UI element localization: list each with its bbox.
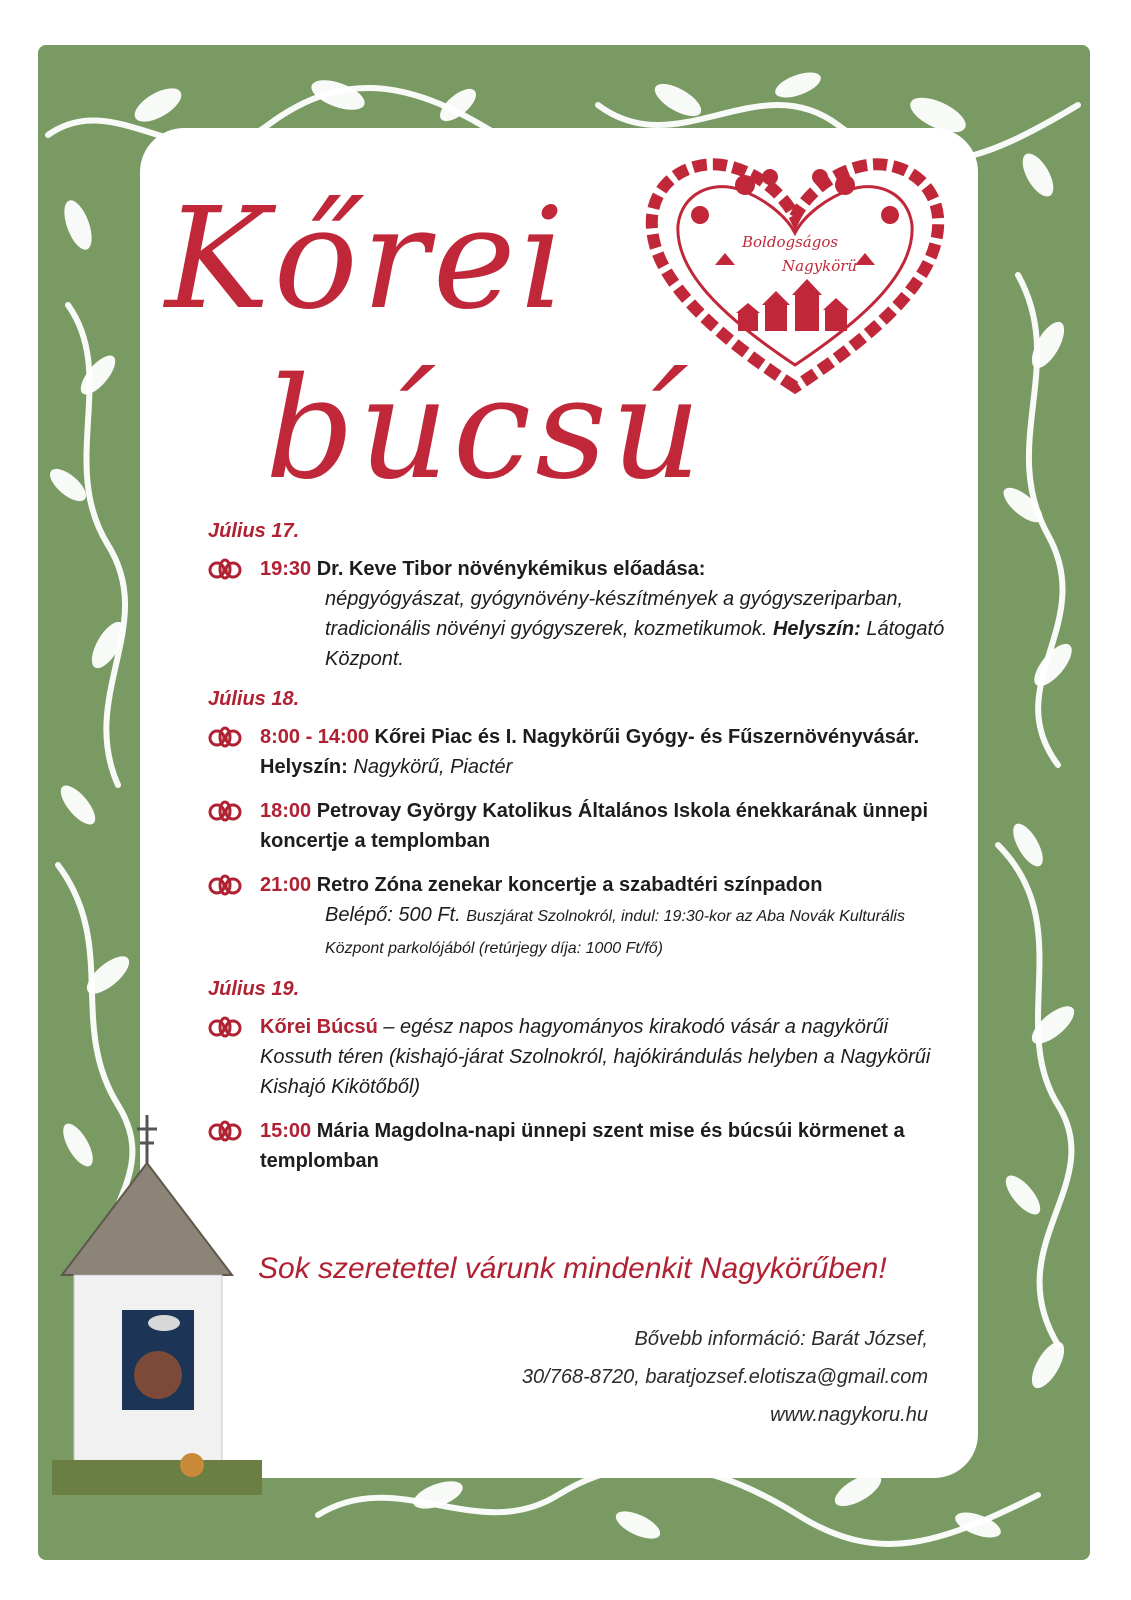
title-line-2: búcsú (265, 348, 706, 511)
event-item (208, 796, 948, 856)
event-title: Dr. Keve Tibor növénykémikus előadása: (316, 558, 706, 580)
event-title: Petrovay György Katolikus Általános Iskola énekkarának ünnepi koncertje a templomban (260, 800, 929, 852)
event-time: 8:00 - 14:00 (260, 726, 369, 748)
event-time: Kőrei Búcsú (260, 1016, 378, 1038)
date-heading: Július 19. (208, 978, 300, 1000)
flower-bullet-icon (208, 872, 242, 896)
contact-line-2: 30/768-8720, baratjozsef.elotisza@gmail.com (521, 1366, 928, 1388)
event-description: népgyógyászat, gyógynövény-készítmények a gyógyszeriparban, tradicionális növényi gyógyszerek, kozmetikumok. (325, 588, 904, 640)
contact-info (522, 1320, 928, 1434)
folk-heart-icon (640, 155, 950, 395)
date-heading: Július 17. (208, 520, 300, 542)
event-item (208, 870, 948, 964)
event-description: – egész napos hagyományos kirakodó vásár a nagykörűi Kossuth téren (kishajó-járat Szolnokról, hajókirándulás helyben a Nagykörűi Kishajó Kikötőből) (260, 1016, 931, 1098)
flower-bullet-icon (208, 556, 242, 580)
event-title: Retro Zóna zenekar koncertje a szabadtéri színpadon (316, 874, 823, 896)
flower-bullet-icon (208, 1014, 242, 1038)
event-title: Mária Magdolna-napi ünnepi szent mise és búcsúi körmenet a templomban (260, 1120, 905, 1172)
event-place: Látogató Központ. (325, 618, 945, 670)
contact-line-1: Bővebb információ: Barát József, (634, 1328, 928, 1350)
place-label: Helyszín: (260, 756, 348, 778)
flower-bullet-icon (208, 724, 242, 748)
logo-text-2: Nagykörü (782, 257, 858, 275)
event-title: Kőrei Piac és I. Nagykörűi Gyógy- és Fűszernövényvásár. (374, 726, 920, 748)
event-time: 19:30 (260, 558, 312, 580)
event-entry: Belépő: 500 Ft. (325, 904, 461, 926)
website: www.nagykoru.hu (770, 1404, 928, 1426)
event-note: Buszjárat Szolnokról, indul: 19:30-kor az Aba Novák Kulturális Központ parkolójából (retúrjegy díja: 1000 Ft/fő) (325, 908, 905, 957)
shrine-image (52, 1115, 262, 1495)
event-item (208, 1012, 948, 1102)
flower-bullet-icon (208, 798, 242, 822)
event-time: 18:00 (260, 800, 312, 822)
event-item (208, 1116, 948, 1176)
place-label: Helyszín: (772, 618, 861, 640)
event-place: Nagykörű, Piactér (353, 756, 513, 778)
title-line-1: Kőrei (165, 178, 569, 341)
event-time: 15:00 (260, 1120, 312, 1142)
event-item (208, 722, 948, 782)
invitation-text: Sok szeretettel várunk mindenkit Nagykörűben! (258, 1252, 887, 1285)
logo-text-1: Boldogságos (742, 233, 839, 251)
event-item (208, 554, 948, 674)
schedule (208, 520, 948, 1190)
date-heading: Július 18. (208, 688, 300, 710)
event-time: 21:00 (260, 874, 312, 896)
